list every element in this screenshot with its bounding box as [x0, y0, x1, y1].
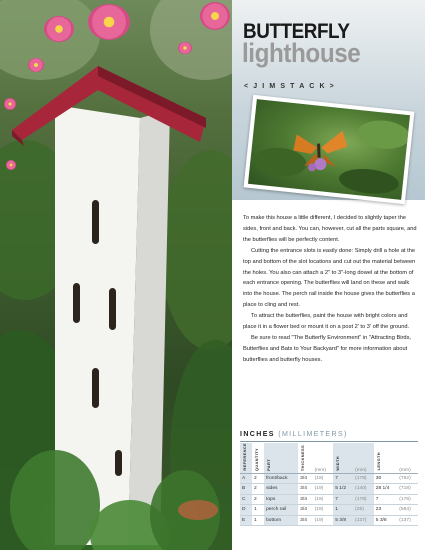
entrance-slot [92, 200, 99, 244]
column-header: WIDTH [335, 455, 341, 471]
body-paragraph: Be sure to read "The Butterfly Environment" in "Attracting Birds, Butterflies and Bats to Your Backyard" for more information about butterflies and butterfly houses. [243, 334, 412, 363]
column-header: REFERENCE [242, 443, 247, 471]
cut-list-heading: INCHES (MILLIMETERS) [240, 431, 348, 438]
body-paragraph: Cutting the entrance slots is easily done: Simply drill a hole at the top and bottom of the slot locations and cut out the material between the holes. You also can attach a 2" to 3"-long dowel at the bottom of each entrance opening. The butterflies will land on these and walk into the house. The perch rail inside the house gives the butterflies a place to cling and rest. [243, 247, 416, 309]
body-paragraph: To attract the butterflies, paint the house with bright colors and place it in a flower bed or mount it on a post 2' to 3' off the ground. [243, 313, 410, 331]
article-column [232, 0, 425, 550]
column-header: QUANTITY [254, 447, 260, 471]
author-byline: < J I M S T A C K > [244, 83, 336, 90]
article-header [232, 0, 425, 200]
butterfly-inset-photo [244, 95, 415, 204]
butterfly-icon [248, 99, 410, 200]
cut-list-table: REFERENCE QUANTITY PART THICKNESS (mm) WIDTH (mm) LENGTH (mm) A 2 front/back 3/4 (19) 7 (178) 30 (762) B 2 sides 3/4 (19) 5 1/2 (140) 28 1/4 (718) C 2 tops 3/4 (19) 7 (178) 7 (178) D 1 perch rail 3/4 (19) 1 (25) 23 (584) E 1 bottom 3/4 (19) 5 3/8 (137) 5 3/8 (137) [240, 443, 418, 526]
title-line-2: lighthouse [242, 38, 361, 68]
column-header: PART [266, 458, 272, 471]
title-line-1: BUTTERFLY [243, 20, 350, 43]
table-row: B 2 sides 3/4 (19) 5 1/2 (140) 28 1/4 (718) [240, 484, 418, 495]
column-header: LENGTH [375, 452, 381, 471]
table-row: E 1 bottom 3/4 (19) 5 3/8 (137) 5 3/8 (137) [240, 515, 418, 526]
table-row: C 2 tops 3/4 (19) 7 (178) 7 (178) [240, 494, 418, 505]
article-body [243, 213, 418, 366]
table-row: A 2 front/back 3/4 (19) 7 (178) 30 (762) [240, 473, 418, 484]
body-paragraph: To make this house a little different, I decided to slightly taper the sides, front and back. You can, however, cut all the parts square, and the butterflies will be perfectly content. [243, 215, 417, 243]
table-row: D 1 perch rail 3/4 (19) 1 (25) 23 (584) [240, 505, 418, 516]
divider [240, 441, 418, 442]
column-header: THICKNESS [300, 444, 306, 471]
